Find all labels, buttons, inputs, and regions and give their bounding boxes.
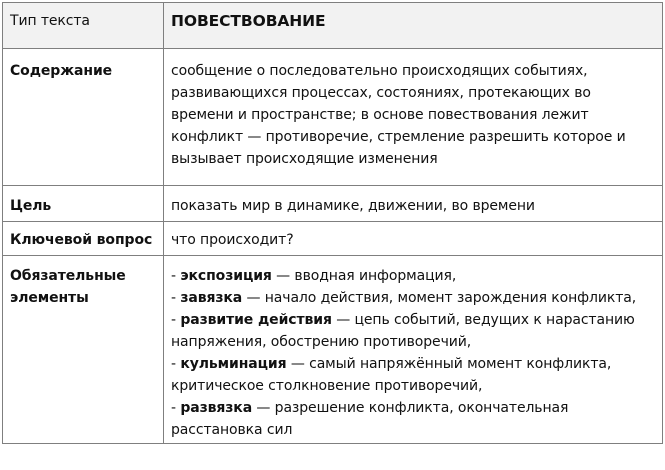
element-item-resolution: - развязка — разрешение конфликта, окончательная расстановка сил [171, 400, 569, 438]
element-desc: — самый напряжённый момент конфликта, критическое столкновение противоречий, [171, 356, 612, 394]
element-term: завязка [180, 290, 243, 306]
elements-key-cell: Обязательные элементы [3, 256, 164, 444]
goal-key-cell: Цель [3, 186, 164, 222]
elements-value-cell [164, 256, 663, 444]
content-value-cell: сообщение о последовательно происходящих событиях, развивающихся процессах, состояниях, протекающих во времени и пространстве; в основе повествования лежит конфликт — противоречие, стремление разрешить которое и вызывает происходящие изменения [164, 49, 663, 186]
content-key-cell: Содержание [3, 49, 164, 186]
element-item-climax: - кульминация — самый напряжённый момент конфликта, критическое столкновение противоречий, [171, 356, 612, 394]
header-row [3, 3, 663, 49]
element-desc: — вводная информация, [271, 268, 457, 284]
goal-value-cell: показать мир в динамике, движении, во времени [164, 186, 663, 222]
elements-row [3, 256, 663, 444]
key-question-key-cell: Ключевой вопрос [3, 222, 164, 256]
header-key-cell: Тип текста [3, 3, 164, 49]
key-question-row [3, 222, 663, 256]
element-term: развитие действия [180, 312, 332, 328]
element-item-exposition: - экспозиция — вводная информация, [171, 268, 457, 284]
element-desc: — начало действия, момент зарождения конфликта, [242, 290, 637, 306]
goal-row [3, 186, 663, 222]
element-item-plot: - завязка — начало действия, момент зарождения конфликта, [171, 290, 637, 306]
element-term: экспозиция [180, 268, 272, 284]
element-item-development: - развитие действия — цепь событий, ведущих к нарастанию напряжения, обострению противоречий, [171, 312, 635, 350]
header-value-cell: ПОВЕСТВОВАНИЕ [164, 3, 663, 49]
key-question-value-cell: что происходит? [164, 222, 663, 256]
element-term: развязка [180, 400, 253, 416]
element-desc: — цепь событий, ведущих к нарастанию напряжения, обострению противоречий, [171, 312, 635, 350]
element-desc: — разрешение конфликта, окончательная расстановка сил [171, 400, 569, 438]
element-term: кульминация [180, 356, 287, 372]
content-row [3, 49, 663, 186]
narration-table [2, 2, 663, 444]
